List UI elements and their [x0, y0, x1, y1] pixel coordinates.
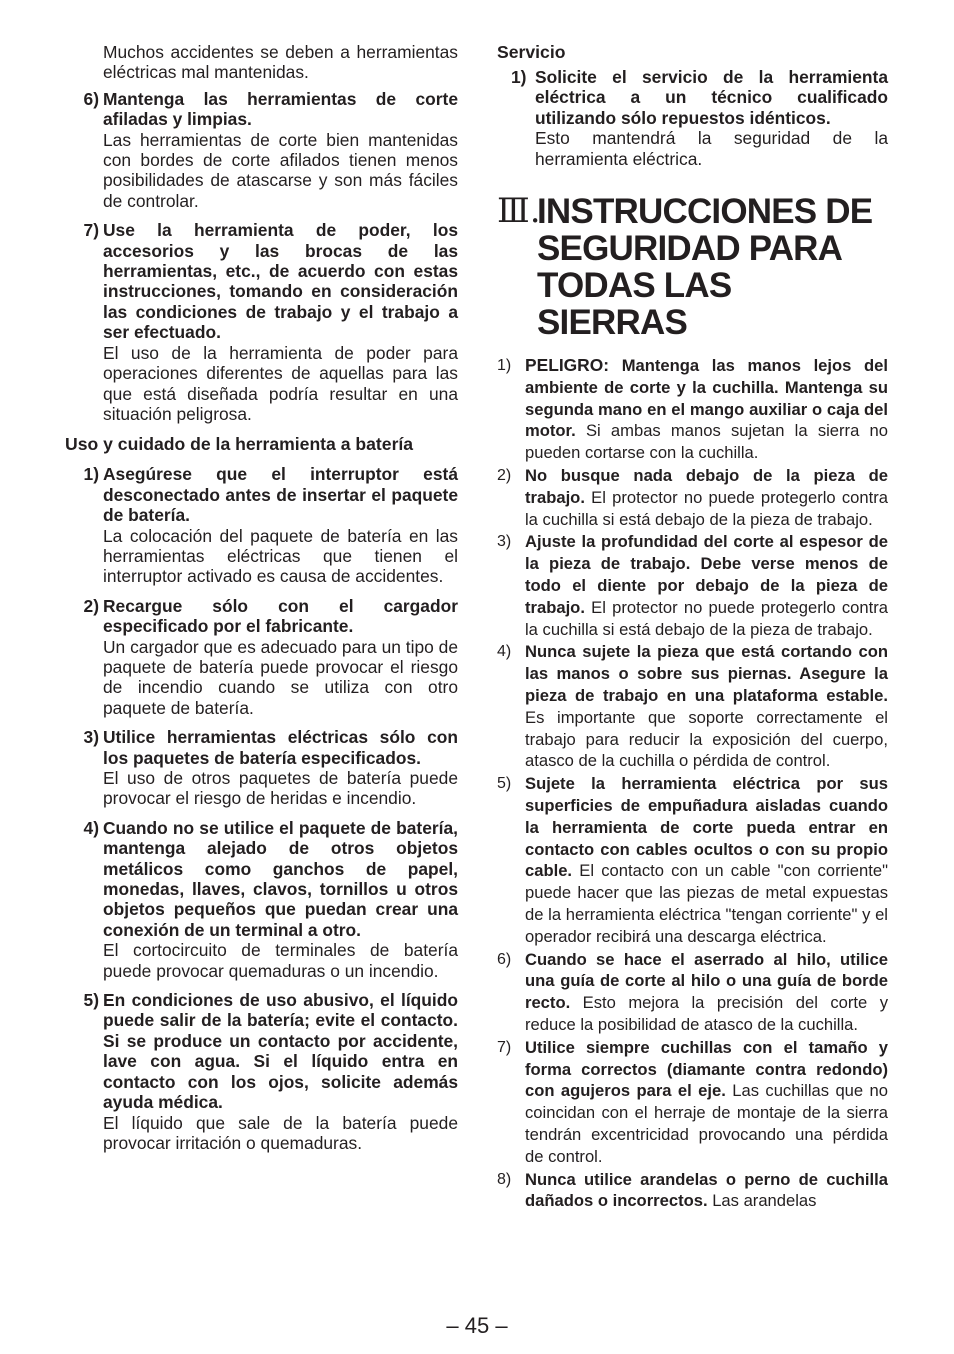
list-item — [65, 220, 458, 424]
item-number: 7) — [83, 220, 99, 241]
item-number: 1) — [83, 464, 99, 485]
item-text: El cortocircuito de terminales de batería puede provocar quemaduras o un incendio. — [103, 940, 458, 981]
item-text: La colocación del paquete de batería en las herramientas eléctricas que tienen el interruptor activado es causa de accidentes. — [103, 525, 458, 587]
title-text: INSTRUCCIONES DE SEGURIDAD PARA TODAS LAS SIERRAS — [537, 192, 873, 343]
item-text: Esto mejora la precisión del corte y reduce la posibilidad de atasco de la cuchilla. — [525, 993, 888, 1034]
item-number: 2) — [83, 595, 99, 616]
item-heading: No busque nada debajo de la pieza de trabajo. — [525, 466, 888, 507]
list-item — [65, 464, 458, 586]
item-heading: Cuando se hace el aserrado al hilo, utilice una guía de corte al hilo o una guía de borde recto. — [525, 949, 888, 1013]
item-heading: En condiciones de uso abusivo, el líquido puede salir de la batería; evite el contacto. Si se produce un contacto por accidente, lave con agua. Si el líquido entra en contacto con los ojos, solicite además ayuda médica. — [103, 990, 458, 1113]
item-heading: Utilice herramientas eléctricas sólo con los paquetes de batería especificados. — [103, 727, 458, 768]
item-heading: Mantenga las manos lejos del ambiente de corte y la cuchilla. Mantenga su segunda mano en el mango auxiliar o caja del motor. — [525, 356, 888, 441]
item-text: Es importante que soporte correctamente el trabajo para reducir la exposición del cuerpo, atasco de la cuchilla o pérdida de control. — [525, 707, 888, 771]
item-number: 7) — [497, 1038, 512, 1056]
left-column — [65, 42, 458, 1162]
item-number: 5) — [497, 775, 512, 793]
item-number: 6) — [497, 950, 512, 968]
list-item — [65, 596, 458, 718]
list-item — [497, 465, 888, 530]
item-number: 2) — [497, 467, 512, 485]
item-heading: Cuando no se utilice el paquete de batería, mantenga alejado de otros objetos metálicos como ganchos de papel, monedas, llaves, clavos, tornillos u otros objetos pequeños que puedan crear una conexión de un terminal a otro. — [103, 817, 458, 940]
list-item — [497, 641, 888, 772]
page-title — [497, 193, 888, 341]
warning-keyword: PELIGRO: — [525, 355, 610, 376]
item-text: El protector no puede protegerlo contra la cuchilla si está debajo de la pieza de trabajo. — [525, 597, 888, 639]
item-heading: Nunca utilice arandelas o perno de cuchilla dañados o incorrectos. — [525, 1169, 888, 1211]
item-text: El uso de otros paquetes de batería puede provocar el riesgo de heridas e incendio. — [103, 768, 458, 809]
item-heading: Nunca sujete la pieza que está cortando con las manos o sobre sus piernas. Asegure la pieza de trabajo en una plataforma estable. — [525, 642, 888, 705]
item-heading: Ajuste la profundidad del corte al espesor de la pieza de trabajo. Debe verse menos de todo el diente por debajo de la pieza de trabajo. — [525, 532, 888, 617]
item-number: 4) — [497, 643, 512, 661]
item-heading: Asegúrese que el interruptor está desconectado antes de insertar el paquete de batería. — [103, 464, 458, 526]
item-heading: Recargue sólo con el cargador especificado por el fabricante. — [103, 595, 458, 637]
item-heading: Use la herramienta de poder, los accesorios y las brocas de las herramientas, etc., de acuerdo con estas instrucciones, tomando en consideración las condiciones de trabajo y el trabajo a ser efectuado. — [103, 220, 458, 343]
item-text: Un cargador que es adecuado para un tipo de paquete de batería puede provocar el riesgo de incendio cuando se utiliza con otro paquete de batería. — [103, 636, 458, 718]
intro-paragraph: Muchos accidentes se deben a herramientas eléctricas mal mantenidas. — [103, 42, 458, 83]
item-number: 1) — [497, 357, 512, 375]
roman-numeral: Ⅲ. — [497, 191, 541, 232]
list-item — [497, 773, 888, 947]
item-number: 3) — [83, 727, 99, 748]
item-text: Las cuchillas que no coincidan con el herraje de montaje de la sierra tendrán excentricidad provocando una pérdida de control. — [525, 1081, 888, 1166]
item-number: 1) — [511, 67, 527, 87]
item-heading: Utilice siempre cuchillas con el tamaño y forma correctos (diamante contra redondo) con agujeros para el eje. — [525, 1037, 888, 1101]
list-item — [65, 990, 458, 1153]
item-number: 8) — [497, 1170, 512, 1188]
item-text: Si ambas manos sujetan la sierra no pueden cortarse con la cuchilla. — [525, 421, 888, 463]
list-item — [65, 818, 458, 981]
item-number: 4) — [83, 817, 99, 838]
list-item — [65, 89, 458, 211]
page-number: – 45 – — [446, 1313, 508, 1338]
item-text: El uso de la herramienta de poder para operaciones diferentes de aquellas para las que está diseñada podría resultar en una situación peligrosa. — [103, 342, 458, 424]
item-text: Las herramientas de corte bien mantenidas con bordes de corte afilados tienen menos posibilidades de atascarse y son más fáciles de controlar. — [103, 129, 458, 211]
list-item — [65, 727, 458, 809]
list-item — [497, 1037, 888, 1168]
service-item — [511, 67, 888, 169]
section-heading-battery: Uso y cuidado de la herramienta a batería — [65, 434, 414, 455]
list-item — [497, 531, 888, 640]
item-text: El contacto con un cable "con corriente" puede hacer que las piezas de metal expuestas de la herramienta eléctrica "tengan corriente" y el operador recibirá una descarga eléctrica. — [525, 861, 888, 946]
item-number: 5) — [83, 990, 99, 1011]
right-column — [497, 42, 888, 1213]
item-text: Esto mantendrá la seguridad de la herramienta eléctrica. — [535, 128, 888, 169]
item-text: Las arandelas — [712, 1191, 817, 1211]
item-number: 6) — [83, 88, 99, 109]
section-heading-service: Servicio — [497, 42, 566, 62]
item-heading: Sujete la herramienta eléctrica por sus superficies de empuñadura aisladas cuando la herramienta de corte pueda entrar en contacto con cables ocultos o con su propio cable. — [525, 774, 888, 881]
list-item — [497, 949, 888, 1036]
item-heading: Solicite el servicio de la herramienta eléctrica a un técnico cualificado utilizando sólo repuestos idénticos. — [535, 67, 888, 128]
list-item — [497, 1169, 888, 1213]
item-number: 3) — [497, 533, 512, 551]
item-heading: Mantenga las herramientas de corte afiladas y limpias. — [103, 88, 458, 130]
item-text: El líquido que sale de la batería puede provocar irritación o quemaduras. — [103, 1112, 458, 1153]
item-text: El protector no puede protegerlo contra la cuchilla si está debajo de la pieza de trabajo. — [525, 487, 888, 529]
list-item — [497, 355, 888, 464]
